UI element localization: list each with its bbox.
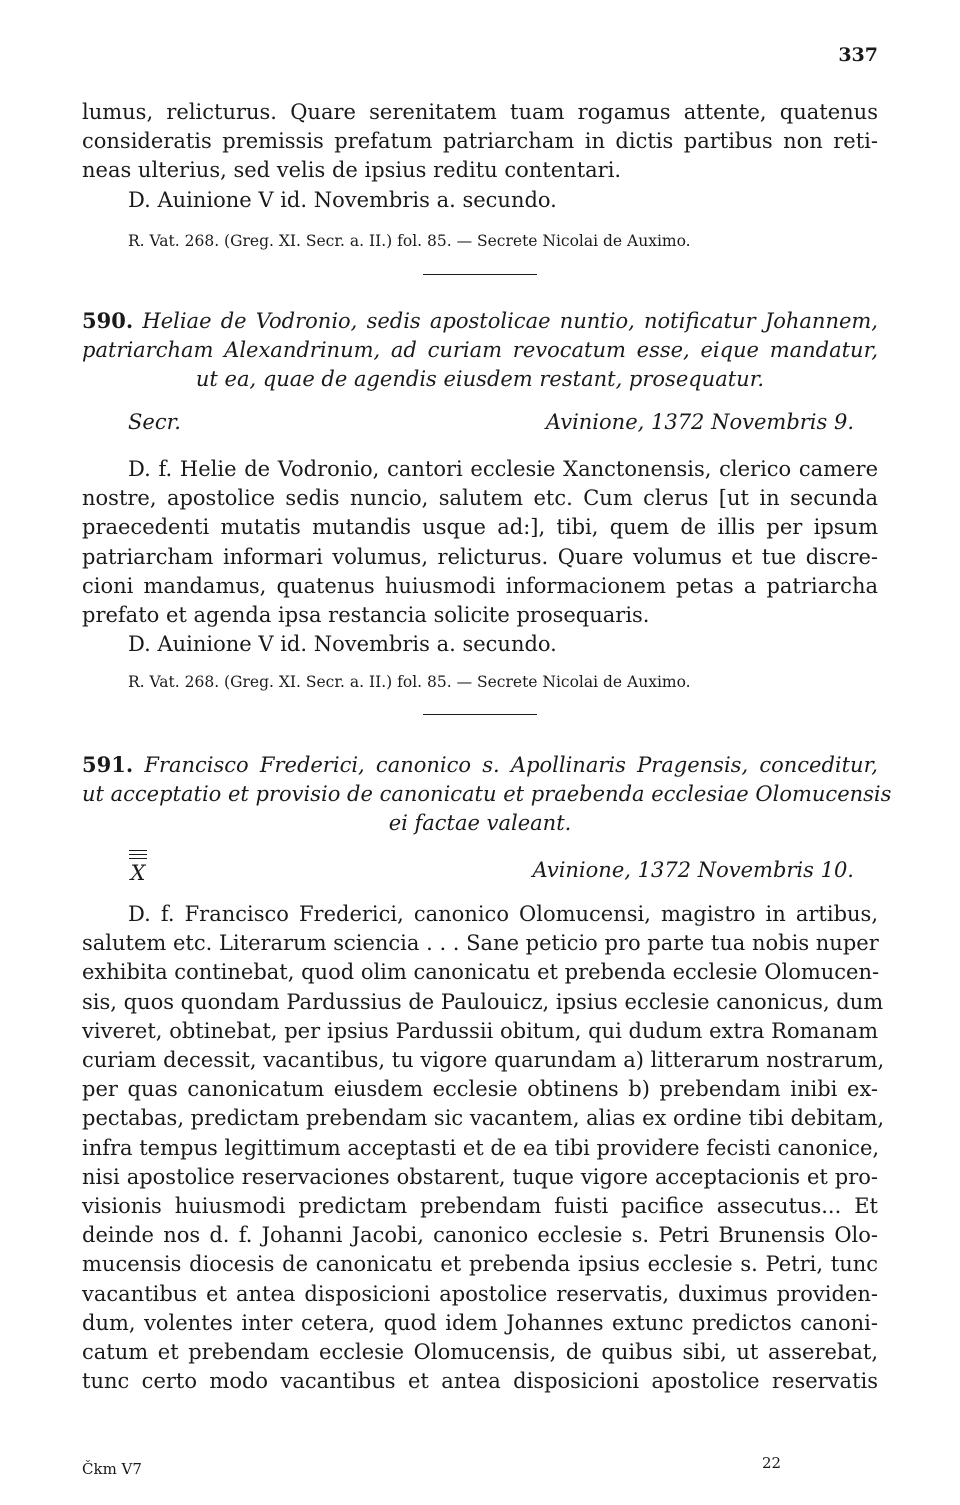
text-line: nisi apostolice reservaciones obstarent, tuque vigore acceptacionis et pro-	[82, 1164, 878, 1189]
source-note: R. Vat. 268. (Greg. XI. Secr. a. II.) fol. 85. — Secrete Nicolai de Auximo.	[128, 673, 691, 691]
text-line: cioni mandamus, quatenus huiusmodi informacionem petas a patriarcha	[82, 573, 878, 598]
regest-line: ei factae valeant.	[388, 811, 572, 836]
text-line: catum et prebendam ecclesie Olomucensis, de quibus sibi, ut asserebat,	[82, 1340, 878, 1365]
text-line: D. f. Francisco Frederici, canonico Olomucensi, magistro in artibus,	[128, 902, 878, 926]
triple-bar-icon	[129, 850, 147, 859]
separator-rule	[423, 274, 537, 275]
dating-line: D. Auinione V id. Novembris a. secundo.	[128, 187, 557, 212]
text-line: curiam decessit, vacantibus, tu vigore quarundam a) litterarum nostrarum,	[82, 1048, 885, 1073]
regest-line: Francisco Frederici, canonico s. Apollinaris Pragensis, conceditur,	[144, 753, 878, 777]
entry-591-datebar	[82, 858, 878, 898]
continuation-text	[82, 98, 878, 215]
source-note: R. Vat. 268. (Greg. XI. Secr. a. II.) fol. 85. — Secrete Nicolai de Auximo.	[128, 232, 691, 250]
text-line: D. f. Helie de Vodronio, cantori ecclesie Xanctonensis, clerico camere	[128, 457, 878, 481]
text-line: nostre, apostolice sedis nuncio, salutem etc. Cum clerus [ut in secunda	[82, 486, 878, 511]
text-line: neas ulterius, sed velis de ipsius reditu contentari.	[82, 158, 622, 183]
entry-number: 591.	[82, 752, 134, 777]
regest-line: patriarcham Alexandrinum, ad curiam revocatum esse, eique mandatur,	[82, 338, 878, 363]
sheet-number: 22	[762, 1454, 782, 1472]
text-line: tunc certo modo vacantibus et antea disposicioni apostolice reservatis	[82, 1369, 878, 1394]
entry-590-datebar	[82, 410, 878, 442]
page-number: 337	[838, 44, 878, 66]
text-line: patriarcham informari volumus, relicturus. Quare volumus et tue discre-	[82, 544, 878, 569]
entry-591-heading	[82, 750, 892, 839]
regest-line: ut ea, quae de agendis eiusdem restant, prosequatur.	[195, 367, 765, 392]
entry-590-body	[82, 455, 878, 659]
dating-line: D. Auinione V id. Novembris a. secundo.	[128, 632, 557, 657]
text-line: praecedenti mutatis mutandis usque ad:], tibi, quem de illis per ipsum	[82, 515, 878, 540]
text-line: consideratis premissis prefatum patriarcham in dictis partibus non reti-	[82, 129, 878, 154]
text-line: lumus, relicturus. Quare serenitatem tuam rogamus attente, quatenus	[82, 100, 878, 124]
signature-mark: Čkm V7	[82, 1460, 142, 1478]
text-line: deinde nos d. f. Johanni Jacobi, canonico ecclesie s. Petri Brunensis Olo-	[82, 1223, 878, 1248]
register-label: Secr.	[128, 410, 181, 434]
text-line: pectabas, predictam prebendam sic vacantem, alias ex ordine tibi debitam,	[82, 1106, 885, 1131]
text-line: viveret, obtinebat, per ipsius Pardussii obitum, qui dudum extra Romanam	[82, 1018, 878, 1043]
separator-rule	[423, 714, 537, 715]
text-line: prefato et agenda ipsa restancia solicite prosequaris.	[82, 603, 650, 628]
regest-line: ut acceptatio et provisio de canonicatu et praebenda ecclesiae Olomucensis	[82, 782, 892, 807]
text-line: infra tempus legittimum acceptasti et de ea tibi providere fecisti canonice,	[82, 1135, 880, 1160]
text-line: exhibita continebat, quod olim canonicatu et prebenda ecclesie Olomucen-	[82, 960, 880, 985]
text-line: per quas canonicatum eiusdem ecclesie obtinens b) prebendam inibi ex-	[82, 1077, 878, 1102]
text-line: dum, volentes inter cetera, quod idem Johannes extunc predictos canoni-	[82, 1310, 878, 1335]
register-mark	[128, 850, 148, 884]
entry-590-heading	[82, 306, 878, 395]
text-line: salutem etc. Literarum sciencia . . . Sane peticio pro parte tua nobis nuper	[82, 931, 879, 956]
place-date: Avinione, 1372 Novembris 9.	[545, 410, 854, 434]
regest-line: Heliae de Vodronio, sedis apostolicae nuntio, notificatur Johannem,	[142, 309, 878, 333]
place-date: Avinione, 1372 Novembris 10.	[532, 858, 854, 882]
entry-591-body	[82, 900, 885, 1396]
text-line: sis, quos quondam Pardussius de Paulouicz, ipsius ecclesie canonicus, dum	[82, 989, 884, 1014]
entry-number: 590.	[82, 308, 134, 333]
text-line: vacantibus et antea disposicioni apostolice reservatis, duximus providen-	[82, 1281, 878, 1306]
text-line: visionis huiusmodi predictam prebendam fuisti pacifice assecutus... Et	[82, 1194, 878, 1219]
register-mark-letter: X	[130, 861, 146, 885]
text-line: mucensis diocesis de canonicatu et prebenda ipsius ecclesie s. Petri, tunc	[82, 1252, 878, 1277]
